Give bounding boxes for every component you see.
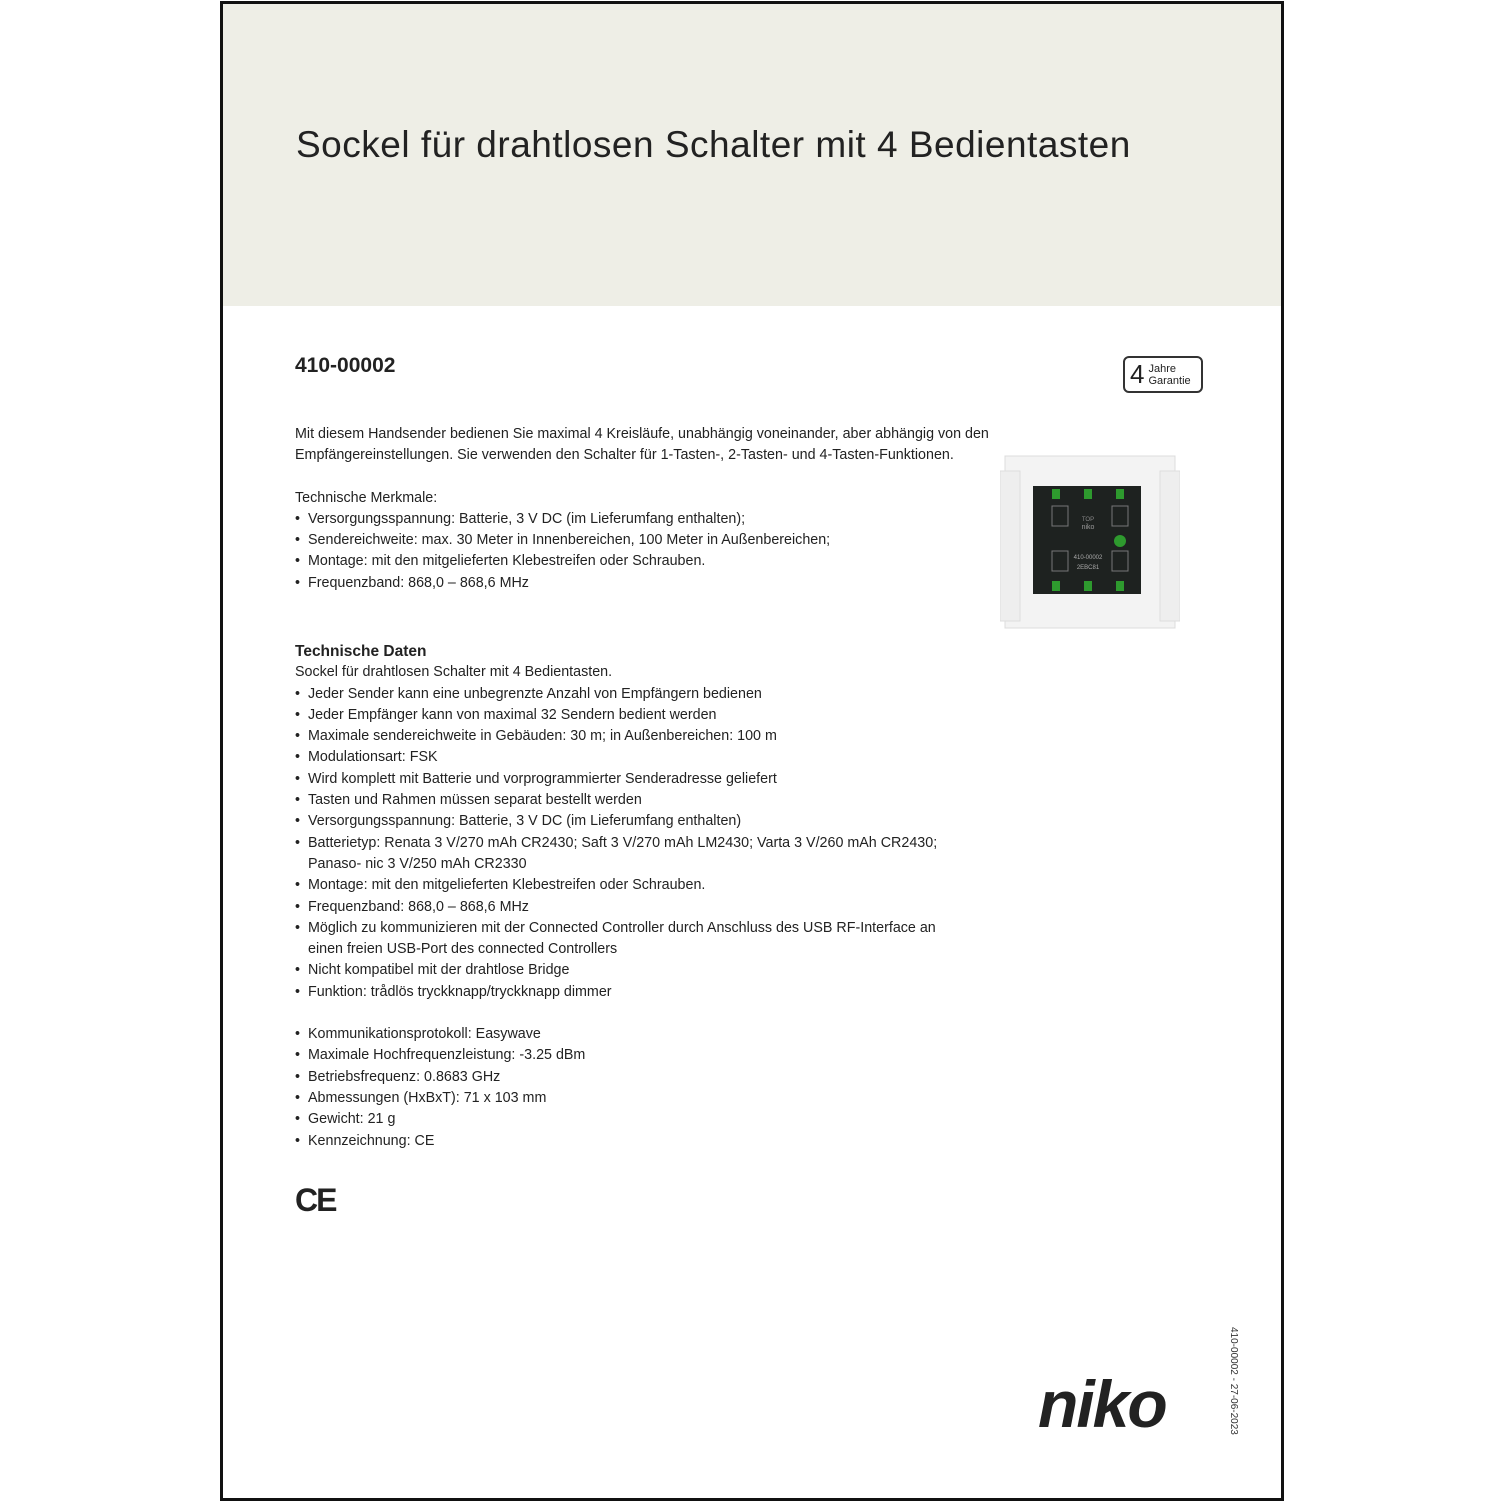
document-page: [220, 1, 1284, 1501]
spec-list: [295, 1024, 970, 1152]
list-item: • Modulationsart: FSK: [295, 747, 970, 768]
label-code: 410-00002: [1073, 555, 1103, 561]
list-item: • Wird komplett mit Batterie und vorprogrammierter Senderadresse geliefert: [295, 769, 970, 790]
list-item: • Versorgungsspannung: Batterie, 3 V DC (im Lieferumfang enthalten);: [295, 509, 995, 530]
tech-list: [295, 684, 970, 1003]
list-item: • Montage: mit den mitgelieferten Klebestreifen oder Schrauben.: [295, 551, 995, 572]
list-item: • Sendereichweite: max. 30 Meter in Innenbereichen, 100 Meter in Außenbereichen;: [295, 530, 995, 551]
features-list: [295, 509, 995, 594]
list-item: • Gewicht: 21 g: [295, 1109, 970, 1130]
list-item: • Kennzeichnung: CE: [295, 1131, 970, 1152]
list-item: • Betriebsfrequenz: 0.8683 GHz: [295, 1067, 970, 1088]
list-item: • Maximale sendereichweite in Gebäuden: 30 m; in Außenbereichen: 100 m: [295, 726, 970, 747]
list-item: • Frequenzband: 868,0 – 868,6 MHz: [295, 897, 970, 918]
list-item: • Abmessungen (HxBxT): 71 x 103 mm: [295, 1088, 970, 1109]
product-image: [1000, 451, 1180, 633]
list-item: • Nicht kompatibel mit der drahtlose Bridge: [295, 960, 970, 981]
ce-mark-icon: CE: [295, 1182, 336, 1218]
list-item: • Batterietyp: Renata 3 V/270 mAh CR2430; Saft 3 V/270 mAh LM2430; Varta 3 V/260 mAh CR2430; Panaso- nic 3 V/250 mAh CR2330: [295, 833, 970, 876]
label-brand: niko: [1081, 524, 1095, 531]
list-item: • Maximale Hochfrequenzleistung: -3.25 dBm: [295, 1045, 970, 1066]
warranty-years: 4: [1130, 359, 1145, 389]
list-item: • Montage: mit den mitgelieferten Klebestreifen oder Schrauben.: [295, 875, 970, 896]
list-item: • Jeder Empfänger kann von maximal 32 Sendern bedient werden: [295, 705, 970, 726]
tech-heading: Technische Daten: [295, 643, 427, 660]
label-top: TOP: [1081, 517, 1095, 523]
list-item: • Funktion: trådlös tryckknapp/tryckknapp dimmer: [295, 982, 970, 1003]
niko-logo: niko: [1038, 1367, 1166, 1441]
list-item: • Tasten und Rahmen müssen separat bestellt werden: [295, 790, 970, 811]
intro-section: [295, 424, 995, 594]
list-item: • Frequenzband: 868,0 – 868,6 MHz: [295, 573, 995, 594]
list-item: • Versorgungsspannung: Batterie, 3 V DC (im Lieferumfang enthalten): [295, 811, 970, 832]
list-item: • Jeder Sender kann eine unbegrenzte Anzahl von Empfängern bedienen: [295, 684, 970, 705]
footer-reference: 410-00002 - 27-06-2023: [1228, 1327, 1239, 1435]
header-band: [223, 4, 1281, 306]
product-code: 410-00002: [295, 354, 396, 377]
warranty-label-1: Jahre: [1148, 362, 1176, 375]
page-title: Sockel für drahtlosen Schalter mit 4 Bedientasten: [296, 124, 1131, 165]
list-item: • Kommunikationsprotokoll: Easywave: [295, 1024, 970, 1045]
warranty-badge: [1123, 356, 1203, 393]
label-serial: 2EBC81: [1076, 565, 1100, 571]
tech-section: [295, 641, 970, 1152]
warranty-label-2: Garantie: [1148, 374, 1191, 387]
intro-line: Mit diesem Handsender bedienen Sie maximal 4 Kreisläufe, unabhängig voneinander, aber abhängig von den: [295, 426, 989, 442]
tech-intro: Sockel für drahtlosen Schalter mit 4 Bedientasten.: [295, 664, 613, 681]
features-heading: Technische Merkmale:: [295, 489, 438, 506]
list-item: • Möglich zu kommunizieren mit der Connected Controller durch Anschluss des USB RF-Interface an einen freien USB-Port des connected Controllers: [295, 918, 970, 961]
intro-line: Empfängereinstellungen. Sie verwenden den Schalter für 1-Tasten-, 2-Tasten- und 4-Tasten-Funktionen.: [295, 447, 954, 464]
